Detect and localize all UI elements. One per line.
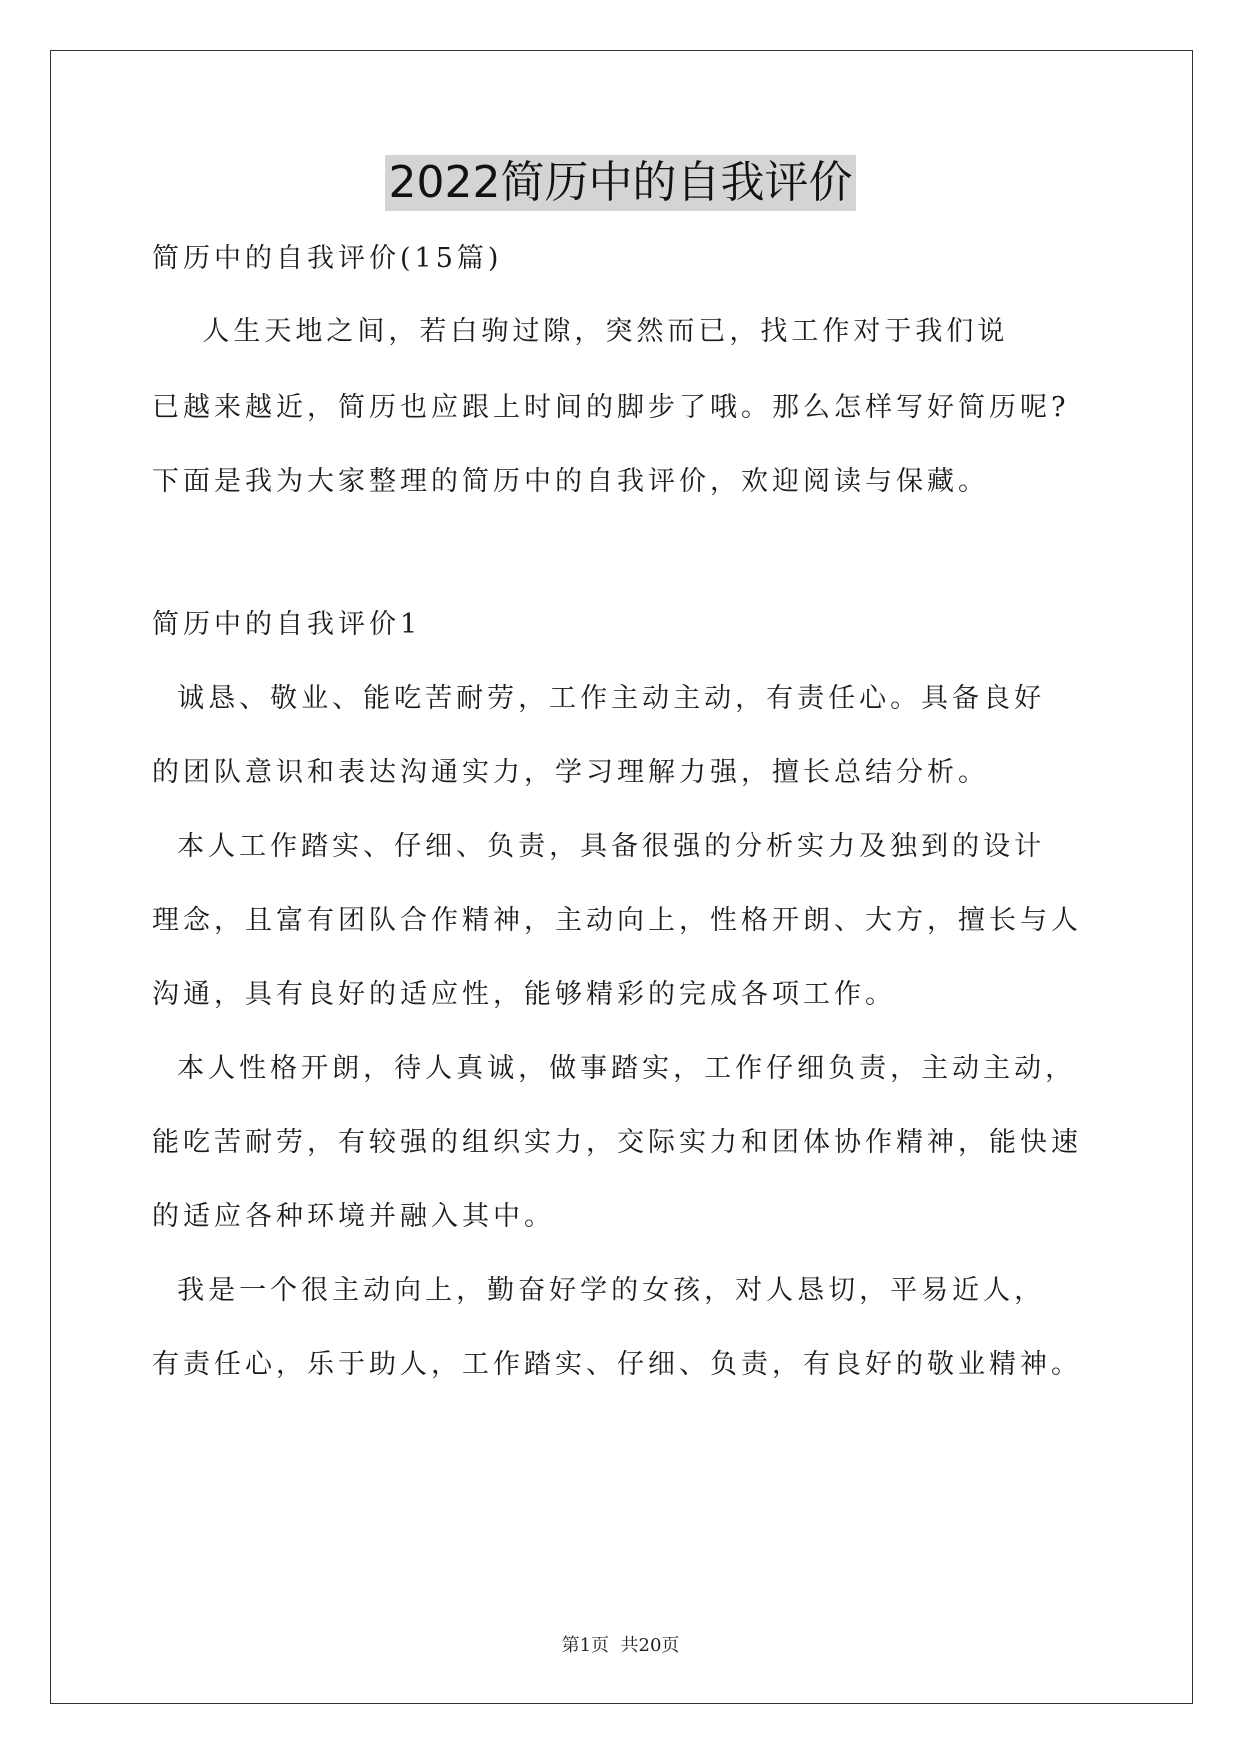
page-footer: 第1页 共20页 [561, 1635, 680, 1656]
paragraph-line: 能吃苦耐劳，有较强的组织实力，交际实力和团体协作精神，能快速 [152, 1127, 1082, 1158]
page-border [50, 50, 1193, 1704]
paragraph-line: 人生天地之间，若白驹过隙，突然而已，找工作对于我们说 [152, 316, 1009, 347]
paragraph-line: 有责任心，乐于助人，工作踏实、仔细、负责，有良好的敬业精神。 [152, 1349, 1082, 1380]
paragraph-line: 理念，且富有团队合作精神，主动向上，性格开朗、大方，擅长与人 [152, 905, 1082, 936]
title-container [0, 155, 1241, 211]
paragraph-line: 的适应各种环境并融入其中。 [152, 1201, 555, 1232]
paragraph-line: 本人工作踏实、仔细、负责，具备很强的分析实力及独到的设计 [152, 831, 1046, 862]
section-heading: 简历中的自我评价1 [152, 609, 422, 640]
paragraph-line: 诚恳、敬业、能吃苦耐劳，工作主动主动，有责任心。具备良好 [152, 683, 1046, 714]
subtitle-line: 简历中的自我评价(15篇) [152, 243, 503, 274]
paragraph-line: 我是一个很主动向上，勤奋好学的女孩，对人恳切，平易近人， [152, 1275, 1046, 1306]
paragraph-line: 下面是我为大家整理的简历中的自我评价，欢迎阅读与保藏。 [152, 466, 989, 497]
paragraph-line: 已越来越近，简历也应跟上时间的脚步了哦。那么怎样写好简历呢? [152, 392, 1070, 423]
paragraph-line: 沟通，具有良好的适应性，能够精彩的完成各项工作。 [152, 979, 896, 1010]
document-title: 2022简历中的自我评价 [385, 155, 857, 211]
paragraph-line: 本人性格开朗，待人真诚，做事踏实，工作仔细负责，主动主动， [152, 1053, 1077, 1084]
paragraph-line: 的团队意识和表达沟通实力，学习理解力强，擅长总结分析。 [152, 757, 989, 788]
